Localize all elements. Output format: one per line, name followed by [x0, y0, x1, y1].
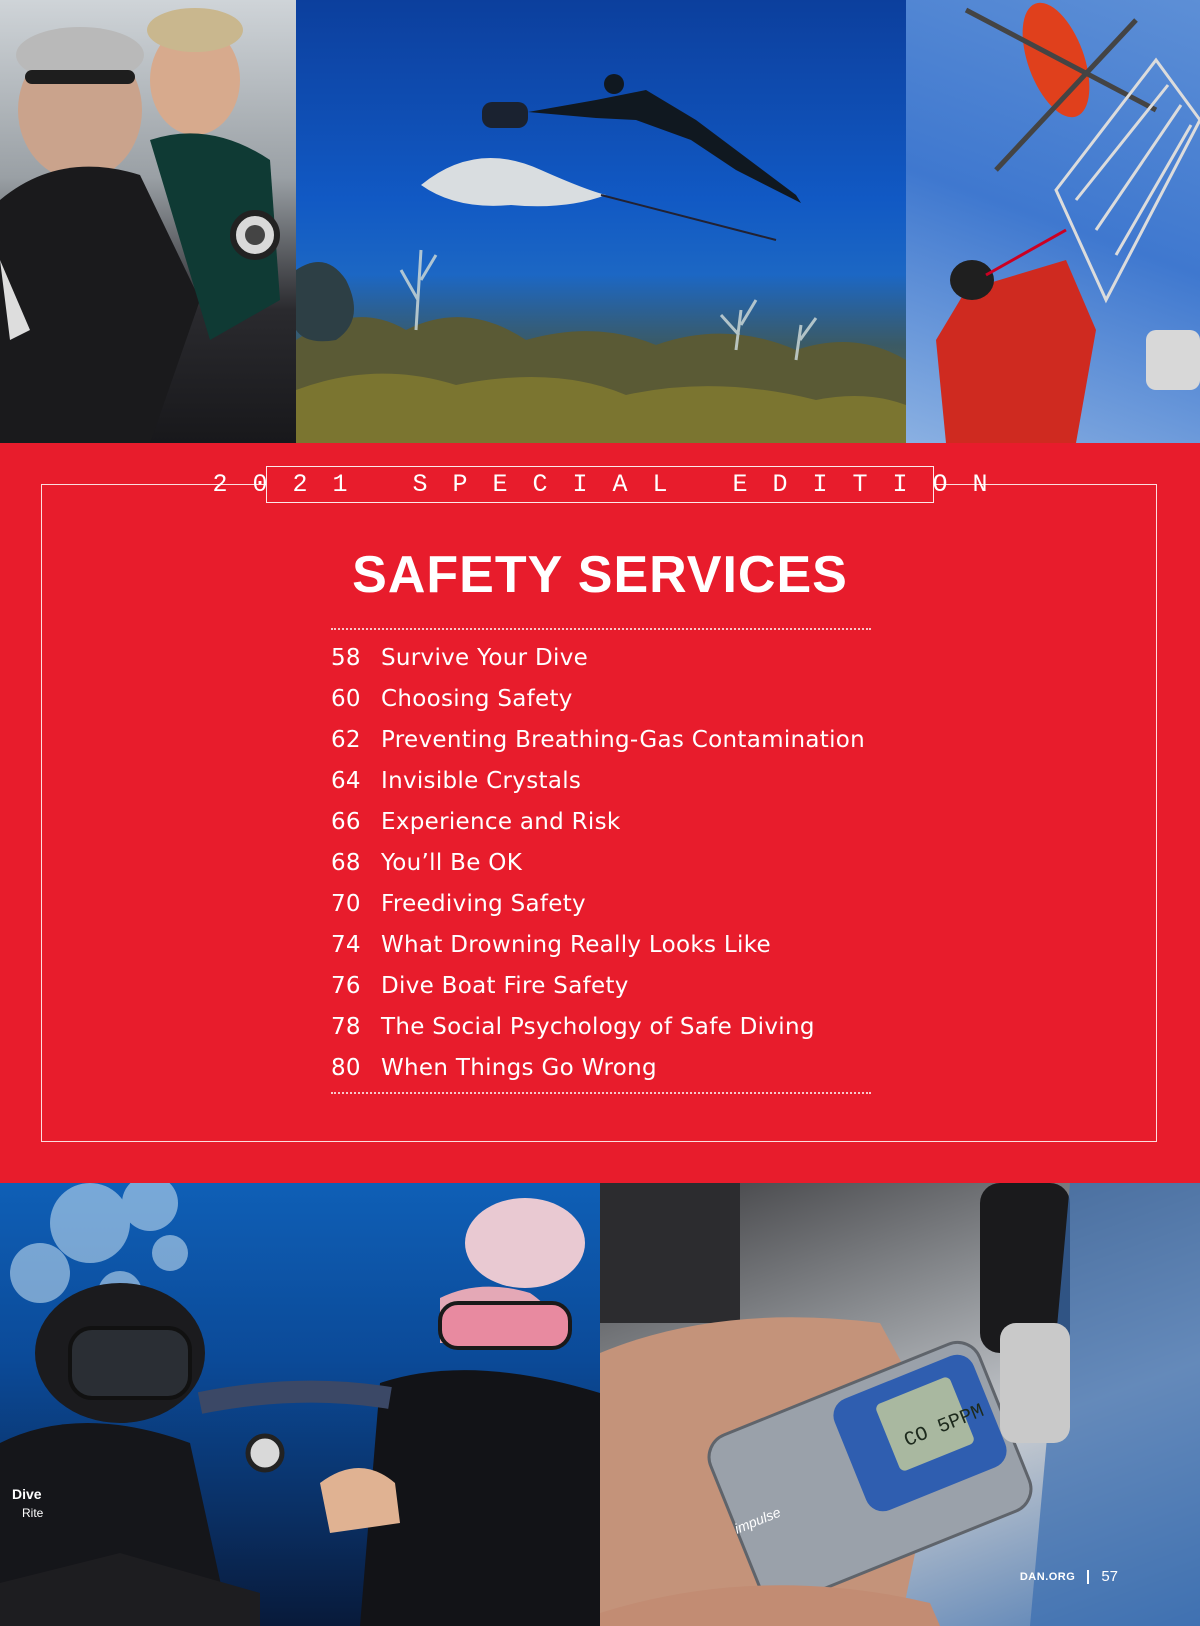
divers-illustration [0, 0, 296, 443]
toc-item[interactable] [331, 801, 891, 842]
site-label: DAN.ORG [1019, 1570, 1076, 1583]
toc-title: You’ll Be OK [381, 849, 523, 876]
svg-text:Dive: Dive [12, 1486, 42, 1502]
toc-item[interactable] [331, 924, 891, 965]
page-number: 57 [1101, 1568, 1118, 1585]
table-of-contents [331, 637, 891, 1088]
toc-page-number: 64 [331, 767, 361, 794]
toc-page-number: 70 [331, 890, 361, 917]
toc-page-number: 68 [331, 849, 361, 876]
photo-freediver-and-eagle-ray [296, 0, 906, 443]
folio-divider [1087, 1570, 1089, 1584]
toc-title: What Drowning Really Looks Like [381, 931, 771, 958]
dotted-rule-top [331, 628, 871, 630]
scooter-shape [482, 102, 528, 128]
toc-item[interactable] [331, 965, 891, 1006]
analyzer-brand-label: impulse [732, 1503, 783, 1537]
photo-divers-checking-gauges [0, 0, 296, 443]
toc-item[interactable] [331, 637, 891, 678]
toc-page-number: 80 [331, 1054, 361, 1081]
analyzer-display-text: CO 5PPM [901, 1400, 988, 1453]
toc-title: Preventing Breathing-Gas Contamination [381, 726, 866, 753]
helicopter-illustration [906, 0, 1200, 443]
toc-item[interactable] [331, 719, 891, 760]
toc-item[interactable] [331, 1006, 891, 1047]
photo-helicopter-rescue-basket [906, 0, 1200, 443]
dotted-rule-bottom [331, 1092, 871, 1094]
toc-page-number: 74 [331, 931, 361, 958]
gas-analyzer-illustration [600, 1183, 1200, 1626]
toc-page-number: 58 [331, 644, 361, 671]
reef-illustration [296, 0, 906, 443]
edition-banner [212, 466, 1013, 503]
toc-item[interactable] [331, 760, 891, 801]
toc-item[interactable] [331, 678, 891, 719]
toc-title: When Things Go Wrong [381, 1054, 657, 1081]
buddy-check-illustration [0, 1183, 600, 1626]
toc-page-number: 62 [331, 726, 361, 753]
photo-divers-buddy-check [0, 1183, 600, 1626]
toc-page-number: 60 [331, 685, 361, 712]
toc-title: Invisible Crystals [381, 767, 582, 794]
toc-item[interactable] [331, 1047, 891, 1088]
toc-item[interactable] [331, 842, 891, 883]
toc-title: The Social Psychology of Safe Diving [381, 1013, 815, 1040]
page-folio [1020, 1568, 1118, 1585]
toc-item[interactable] [331, 883, 891, 924]
toc-title: Experience and Risk [381, 808, 621, 835]
toc-title: Freediving Safety [381, 890, 586, 917]
toc-page-number: 78 [331, 1013, 361, 1040]
toc-page-number: 66 [331, 808, 361, 835]
toc-title: Survive Your Dive [381, 644, 589, 671]
svg-text:Rite: Rite [22, 1506, 44, 1520]
photo-gas-analyzer-in-hand [600, 1183, 1200, 1626]
toc-page-number: 76 [331, 972, 361, 999]
toc-title: Dive Boat Fire Safety [381, 972, 629, 999]
toc-title: Choosing Safety [381, 685, 573, 712]
section-title: SAFETY SERVICES [352, 546, 848, 604]
edition-label: 2021 SPECIAL EDITION [212, 470, 1013, 499]
